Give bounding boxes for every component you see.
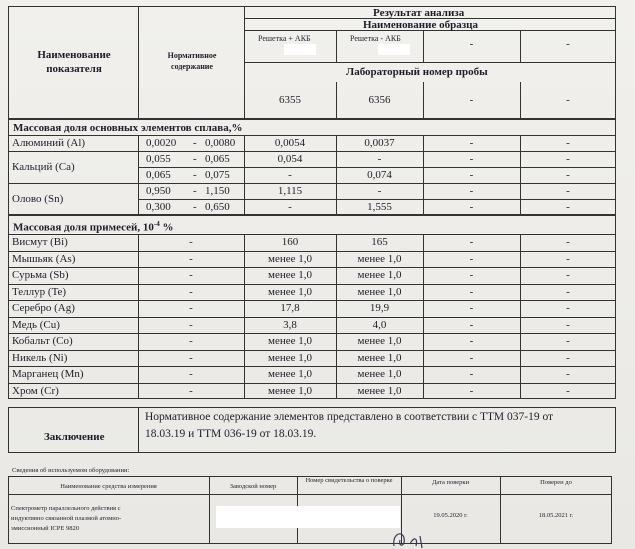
impurity-row-norm: - — [189, 285, 193, 298]
impurity-row-value: - — [469, 335, 474, 347]
equipment-header-valid: Поверен до — [540, 479, 572, 486]
impurity-row-norm: - — [189, 384, 193, 397]
equipment-title: Сведения об используемом оборудовании: — [12, 467, 130, 474]
equipment-name-line-3: эмиссионный ICPE 9820 — [11, 525, 79, 532]
main-row-max: 0,065 — [205, 153, 230, 165]
main-row-value: - — [566, 185, 570, 197]
lab-number-title: Лабораторный номер пробы — [346, 66, 488, 78]
impurity-row-value: - — [566, 318, 570, 331]
main-row-value: 0,074 — [367, 169, 392, 181]
equipment-name-line-1: Спектрометр параллельного действия с — [11, 505, 121, 512]
impurity-row-name: Висмут (Bi) — [12, 236, 68, 248]
impurity-row-norm: - — [189, 351, 193, 364]
main-row-min: 0,0020 — [146, 137, 177, 149]
main-row-value: - — [469, 137, 474, 149]
impurity-row-norm: - — [189, 302, 193, 314]
main-section-title: Массовая доля основных элементов сплава,% — [13, 122, 243, 134]
impurity-row-value: - — [469, 236, 474, 248]
impurity-row-value: менее 1,0 — [268, 285, 312, 298]
sample-4-name: - — [566, 38, 570, 50]
lab-number-3: - — [469, 94, 474, 106]
impurity-row-norm: - — [189, 252, 193, 265]
redacted-sample-1 — [284, 44, 316, 55]
impurity-row-value: менее 1,0 — [357, 269, 402, 281]
main-row-value: - — [377, 185, 382, 197]
impurity-row-name: Никель (Ni) — [12, 351, 68, 364]
main-row-value: - — [469, 185, 474, 197]
impurity-row-value: менее 1,0 — [268, 252, 312, 265]
sample-3-name: - — [469, 38, 474, 50]
main-row-dash: - — [193, 153, 197, 165]
equipment-header-certificate: Номер свидетельства о поверке — [305, 477, 393, 484]
main-row-value: 1,555 — [367, 201, 392, 213]
impurity-row-name: Кобальт (Co) — [12, 335, 73, 347]
equipment-header-serial: Заводской номер — [229, 483, 277, 490]
impurity-row-value: менее 1,0 — [268, 335, 312, 347]
impurity-row-name: Мышьяк (As) — [12, 252, 76, 265]
impurity-row-norm: - — [189, 269, 193, 281]
main-row-max: 0,075 — [205, 169, 230, 181]
main-row-value: - — [566, 201, 570, 213]
main-row-value: 0,0037 — [364, 137, 395, 149]
impurity-row-norm: - — [189, 318, 193, 331]
impurity-row-value: - — [566, 335, 570, 347]
impurity-row-value: - — [566, 236, 570, 248]
result-title: Результат анализа — [373, 7, 465, 19]
impurity-title-text: Массовая доля примесей, 10 — [13, 221, 154, 234]
main-row-min: 0,055 — [146, 153, 171, 165]
impurity-row-norm: - — [189, 335, 193, 347]
impurity-row-value: 165 — [371, 236, 388, 248]
sample-1-name: Решетка + АКБ — [258, 34, 311, 43]
impurity-row-value: 4,0 — [372, 318, 387, 331]
main-row-value: - — [377, 153, 382, 165]
impurity-row-value: - — [469, 368, 474, 380]
impurity-title-exponent: -4 — [153, 220, 160, 228]
main-row-max: 0,0080 — [205, 137, 236, 149]
impurity-row-value: - — [566, 368, 570, 380]
impurity-row-name: Теллур (Te) — [12, 285, 67, 298]
equipment-name-line-2: индуктивно связанной плазмой атомно- — [11, 515, 122, 522]
main-row-value: 0,0054 — [274, 137, 306, 149]
main-row-value: - — [469, 153, 474, 165]
impurity-row-name: Сурьма (Sb) — [12, 269, 69, 281]
sample-name-title: Наименование образца — [363, 19, 478, 31]
equipment-valid-until: 18.05.2021 г. — [538, 512, 574, 519]
impurity-row-name: Хром (Cr) — [12, 384, 59, 397]
main-row-max: 1,150 — [205, 185, 230, 197]
impurity-row-value: - — [469, 351, 474, 364]
main-row-dash: - — [193, 137, 197, 149]
main-row-dash: - — [193, 201, 197, 213]
impurity-row-value: - — [469, 252, 474, 265]
main-row-value: - — [566, 169, 570, 181]
conclusion-line-2: 18.03.19 и ТТМ 036-19 от 18.03.19. — [145, 428, 317, 440]
signature — [388, 526, 438, 549]
impurity-row-value: менее 1,0 — [268, 384, 312, 397]
impurity-row-value: менее 1,0 — [357, 335, 402, 347]
redacted-sample-2 — [378, 44, 410, 55]
impurity-row-norm: - — [189, 236, 193, 248]
main-row-value: - — [566, 137, 570, 149]
equipment-date: 19.05.2020 г. — [433, 512, 468, 519]
impurity-row-value: - — [566, 351, 570, 364]
main-row-value: 1,115 — [277, 185, 303, 197]
main-row-value: - — [288, 201, 292, 213]
impurity-row-name: Медь (Cu) — [12, 318, 60, 331]
impurity-row-value: - — [566, 384, 570, 397]
impurity-row-value: - — [469, 384, 474, 397]
impurity-row-value: - — [566, 269, 570, 281]
impurity-row-value: менее 1,0 — [357, 285, 402, 298]
main-row-max: 0,650 — [205, 201, 230, 213]
impurity-row-name: Серебро (Ag) — [12, 302, 75, 314]
impurity-row-value: - — [469, 285, 474, 298]
main-row-name: Олово (Sn) — [12, 193, 64, 205]
col-name-header: Наименование показателя — [37, 49, 111, 75]
conclusion-line-1: Нормативное содержание элементов представлено в соответствии с ТТМ 037-19 от — [145, 411, 554, 423]
lab-number-1: 6355 — [279, 94, 301, 106]
main-row-value: - — [566, 153, 570, 165]
impurity-row-value: менее 1,0 — [268, 368, 312, 380]
main-row-value: - — [288, 169, 292, 181]
main-row-value: - — [469, 169, 474, 181]
impurity-row-value: - — [566, 252, 570, 265]
impurity-row-value: - — [469, 269, 474, 281]
sample-2-name: Решетка - АКБ — [350, 34, 401, 43]
lab-number-4: - — [566, 94, 570, 106]
impurity-row-value: менее 1,0 — [268, 269, 312, 281]
redacted-serial-and-certificate — [216, 506, 400, 528]
impurity-row-value: 19,9 — [369, 302, 390, 314]
impurity-row-value: 3,8 — [283, 318, 297, 331]
impurity-row-norm: - — [189, 368, 193, 380]
impurity-row-value: менее 1,0 — [268, 351, 312, 364]
equipment-header-name: Наименование средства измерения — [60, 483, 157, 490]
impurity-row-value: - — [566, 285, 570, 298]
main-row-dash: - — [193, 185, 197, 197]
impurity-row-value: - — [469, 318, 474, 331]
impurity-row-value: - — [469, 302, 474, 314]
impurity-section-title — [13, 218, 173, 234]
main-row-min: 0,300 — [146, 201, 171, 213]
main-row-name: Кальций (Ca) — [12, 161, 75, 173]
impurity-row-value: 17,8 — [280, 302, 300, 314]
lab-number-2: 6356 — [368, 94, 391, 106]
main-row-value: 0,054 — [277, 153, 303, 165]
impurity-row-value: менее 1,0 — [357, 368, 402, 380]
impurity-title-unit: % — [162, 221, 174, 234]
equipment-header-date: Дата поверки — [431, 479, 470, 486]
impurity-row-name: Марганец (Mn) — [12, 368, 84, 380]
impurity-row-value: менее 1,0 — [357, 351, 402, 364]
main-row-dash: - — [193, 169, 197, 181]
conclusion-label: Заключение — [44, 431, 105, 443]
impurity-row-value: менее 1,0 — [357, 252, 402, 265]
main-row-min: 0,065 — [146, 169, 171, 181]
impurity-row-value: 160 — [281, 236, 299, 248]
impurity-row-value: менее 1,0 — [357, 384, 402, 397]
col-norm-header: Нормативное содержание — [167, 51, 217, 71]
main-row-value: - — [469, 201, 474, 213]
impurity-row-value: - — [566, 302, 570, 314]
main-row-min: 0,950 — [146, 185, 171, 197]
main-row-name: Алюминий (Al) — [12, 137, 86, 149]
